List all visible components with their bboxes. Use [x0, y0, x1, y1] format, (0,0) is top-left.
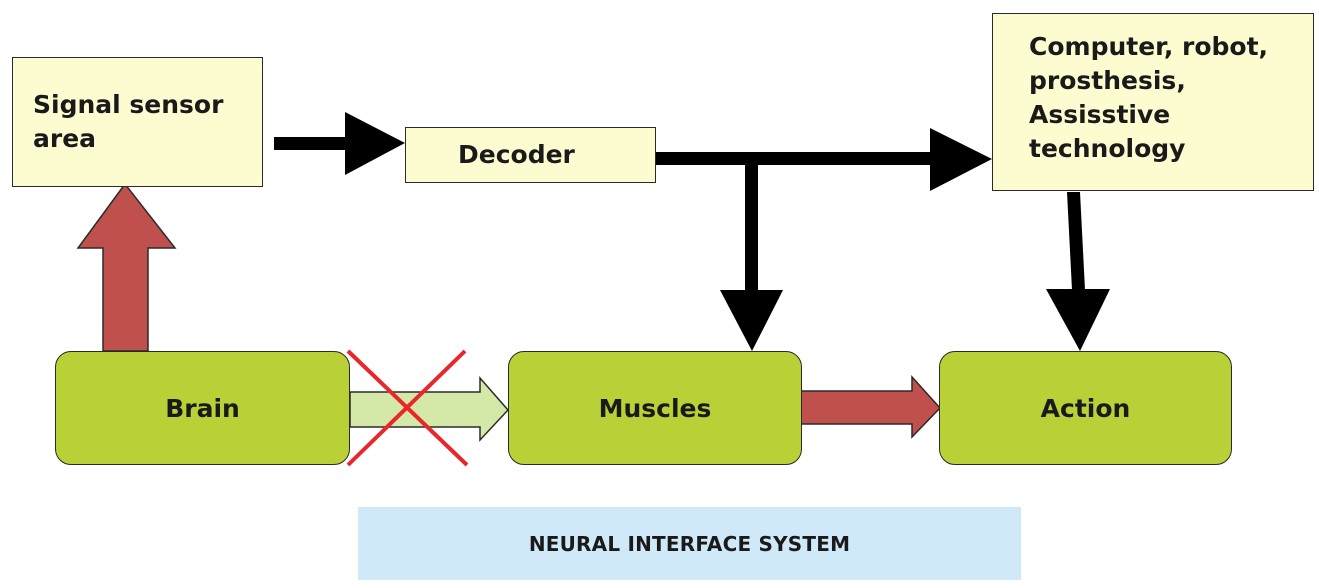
device-label: Computer, robot, prosthesis, Assisstive technology: [1029, 32, 1269, 163]
device-to-action-arrow: [1046, 192, 1110, 351]
decoder-to-device-arrow: [654, 128, 992, 191]
brain-to-sensor-arrow: [78, 184, 175, 351]
action-label: Action: [1040, 393, 1131, 423]
decoder-box: [405, 127, 656, 183]
decoder-to-muscles-arrow: [720, 163, 783, 351]
muscles-box: [508, 351, 802, 465]
brain-box: [55, 351, 350, 465]
signal-sensor-box: [12, 57, 263, 187]
system-title: NEURAL INTERFACE SYSTEM: [528, 531, 851, 556]
signal-sensor-label: Signal sensor area: [33, 90, 224, 153]
muscles-label: Muscles: [598, 393, 712, 423]
decoder-label: Decoder: [458, 140, 575, 169]
brain-label: Brain: [165, 393, 240, 423]
sensor-to-decoder-arrow: [274, 112, 405, 175]
system-title-banner: [358, 507, 1021, 580]
device-box: [992, 13, 1314, 191]
muscles-to-action-arrow: [801, 377, 940, 437]
action-box: [939, 351, 1232, 465]
